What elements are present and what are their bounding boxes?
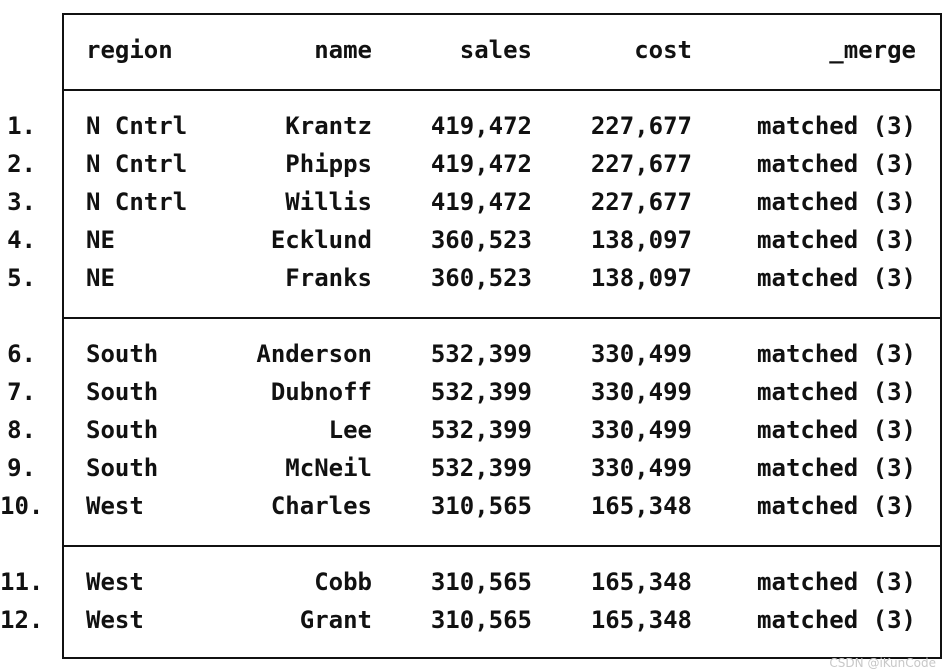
cell-merge: matched (3): [757, 264, 916, 292]
row-number: 11.: [0, 568, 44, 596]
cell-sales: 532,399: [430, 454, 532, 482]
row-number: 10.: [0, 492, 44, 520]
cell-sales: 532,399: [430, 378, 532, 406]
row-number: 5.: [7, 264, 36, 292]
cell-cost: 227,677: [590, 150, 692, 178]
row-number: 2.: [7, 150, 36, 178]
cell-region: South: [86, 340, 159, 368]
cell-cost: 165,348: [590, 568, 692, 596]
cell-merge: matched (3): [757, 606, 916, 634]
cell-region: N Cntrl: [86, 188, 188, 216]
row-number: 9.: [7, 454, 36, 482]
cell-region: West: [86, 568, 144, 596]
cell-name: Phipps: [285, 150, 372, 178]
cell-sales: 419,472: [430, 150, 532, 178]
cell-name: Grant: [299, 606, 372, 634]
cell-sales: 310,565: [430, 606, 532, 634]
row-number: 8.: [7, 416, 36, 444]
cell-sales: 532,399: [430, 416, 532, 444]
cell-name: Anderson: [256, 340, 372, 368]
cell-merge: matched (3): [757, 454, 916, 482]
cell-merge: matched (3): [757, 112, 916, 140]
cell-region: NE: [86, 226, 115, 254]
row-number: 6.: [7, 340, 36, 368]
cell-cost: 165,348: [590, 606, 692, 634]
cell-merge: matched (3): [757, 188, 916, 216]
header-divider: [62, 89, 942, 91]
cell-region: N Cntrl: [86, 150, 188, 178]
cell-cost: 138,097: [590, 264, 692, 292]
cell-name: Lee: [328, 416, 372, 444]
column-header-name: name: [314, 36, 372, 64]
row-number: 12.: [0, 606, 44, 634]
cell-cost: 227,677: [590, 112, 692, 140]
cell-region: South: [86, 416, 159, 444]
cell-cost: 330,499: [590, 340, 692, 368]
cell-name: Dubnoff: [270, 378, 372, 406]
cell-merge: matched (3): [757, 568, 916, 596]
cell-name: Franks: [285, 264, 372, 292]
cell-cost: 330,499: [590, 378, 692, 406]
cell-cost: 165,348: [590, 492, 692, 520]
row-number: 4.: [7, 226, 36, 254]
cell-name: Willis: [285, 188, 372, 216]
cell-cost: 330,499: [590, 416, 692, 444]
cell-merge: matched (3): [757, 150, 916, 178]
cell-name: Ecklund: [270, 226, 372, 254]
cell-cost: 330,499: [590, 454, 692, 482]
cell-sales: 360,523: [430, 264, 532, 292]
watermark: CSDN @iKunCode: [829, 656, 936, 670]
cell-sales: 310,565: [430, 492, 532, 520]
column-header-merge: _merge: [829, 36, 916, 64]
cell-region: N Cntrl: [86, 112, 188, 140]
cell-merge: matched (3): [757, 416, 916, 444]
cell-name: Krantz: [285, 112, 372, 140]
cell-merge: matched (3): [757, 340, 916, 368]
row-number: 3.: [7, 188, 36, 216]
data-table: [62, 13, 942, 659]
cell-region: NE: [86, 264, 115, 292]
cell-merge: matched (3): [757, 492, 916, 520]
cell-sales: 360,523: [430, 226, 532, 254]
row-number: 1.: [7, 112, 36, 140]
cell-region: South: [86, 378, 159, 406]
cell-merge: matched (3): [757, 378, 916, 406]
group-divider-1: [62, 317, 942, 319]
cell-name: Cobb: [314, 568, 372, 596]
column-header-region: region: [86, 36, 173, 64]
cell-region: South: [86, 454, 159, 482]
cell-sales: 310,565: [430, 568, 532, 596]
cell-sales: 532,399: [430, 340, 532, 368]
column-header-cost: cost: [634, 36, 692, 64]
cell-cost: 138,097: [590, 226, 692, 254]
cell-sales: 419,472: [430, 188, 532, 216]
cell-name: McNeil: [285, 454, 372, 482]
group-divider-2: [62, 545, 942, 547]
cell-sales: 419,472: [430, 112, 532, 140]
cell-cost: 227,677: [590, 188, 692, 216]
cell-region: West: [86, 492, 144, 520]
cell-region: West: [86, 606, 144, 634]
column-header-sales: sales: [459, 36, 532, 64]
cell-name: Charles: [270, 492, 372, 520]
cell-merge: matched (3): [757, 226, 916, 254]
row-number: 7.: [7, 378, 36, 406]
